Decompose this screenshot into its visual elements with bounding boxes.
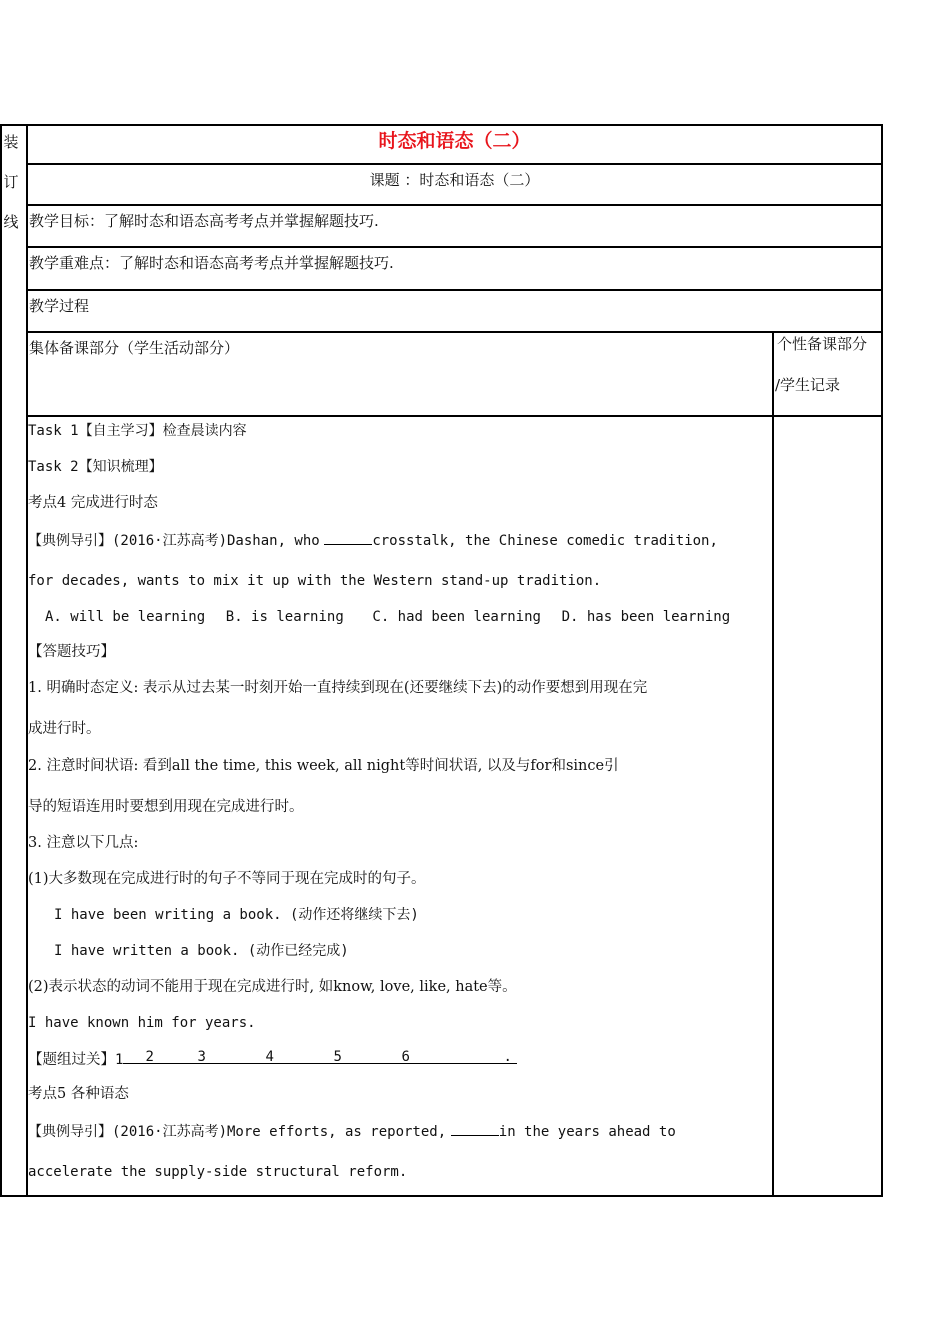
tip3: 3. 注意以下几点: — [28, 835, 139, 851]
collective-header: 集体备课部分（学生活动部分） — [29, 339, 240, 357]
binding-char: 线 — [3, 213, 19, 231]
teaching-goal: 教学目标：了解时态和语态高考考点并掌握解题技巧. — [29, 212, 379, 230]
binding-margin — [0, 130, 22, 250]
subject-line: 课题 ：时态和语态（二） — [369, 171, 540, 189]
note1-example1: I have been writing a book. (动作还将继续下去) — [54, 907, 419, 923]
tip2-line1: 2. 注意时间状语: 看到all the time, this week, all night等时间状语, 以及与for和since引 — [28, 758, 619, 774]
tip1-line1: 1. 明确时态定义: 表示从过去某一时刻开始一直持续到现在(还要继续下去)的动作要想到用现在完 — [28, 680, 648, 696]
option-a: A. will be learning — [45, 609, 206, 625]
tips-heading: 【答题技巧】 — [28, 644, 115, 660]
example1-line1: 【典例导引】(2016·江苏高考)Dashan, who crosstalk, the Chinese comedic tradition, — [28, 530, 718, 551]
note1: (1)大多数现在完成进行时的句子不等同于现在完成时的句子。 — [28, 871, 426, 887]
group-practice: 【题组过关】1 2 3 4 5 6 . — [28, 1049, 517, 1070]
tip2-line2: 导的短语连用时要想到用现在完成进行时。 — [28, 799, 304, 815]
side-header-1: 个性备课部分 — [777, 335, 868, 353]
note2: (2)表示状态的动词不能用于现在完成进行时, 如know, love, like, hate等。 — [28, 979, 517, 995]
example2-line2: accelerate the supply-side structural reform. — [28, 1164, 408, 1180]
point5-heading: 考点5 各种语态 — [28, 1086, 129, 1102]
option-d: D. has been learning — [561, 609, 731, 625]
example1-options — [45, 607, 730, 627]
point4-heading: 考点4 完成进行时态 — [28, 495, 158, 511]
binding-char: 装 — [3, 133, 19, 151]
teaching-difficulty: 教学重难点：了解时态和语态高考考点并掌握解题技巧. — [29, 254, 394, 272]
task1: Task 1【自主学习】检查晨读内容 — [28, 423, 247, 439]
binding-char: 订 — [3, 173, 19, 191]
note2-example: I have known him for years. — [28, 1015, 256, 1031]
side-header-2: /学生记录 — [775, 376, 841, 394]
note1-example2: I have written a book. (动作已经完成) — [54, 943, 349, 959]
tip1-line2: 成进行时。 — [28, 721, 101, 737]
option-b: B. is learning — [225, 609, 344, 625]
page-title: 时态和语态（二） — [378, 130, 531, 152]
answer-blank — [451, 1121, 499, 1136]
example2-line1: 【典例导引】(2016·江苏高考)More efforts, as reported, in the years ahead to — [28, 1121, 676, 1142]
teaching-process: 教学过程 — [29, 297, 90, 315]
option-c: C. had been learning — [372, 609, 541, 625]
answer-blank — [324, 530, 372, 545]
task2: Task 2【知识梳理】 — [28, 459, 163, 475]
example1-line2: for decades, wants to mix it up with the Western stand-up tradition. — [28, 573, 602, 589]
